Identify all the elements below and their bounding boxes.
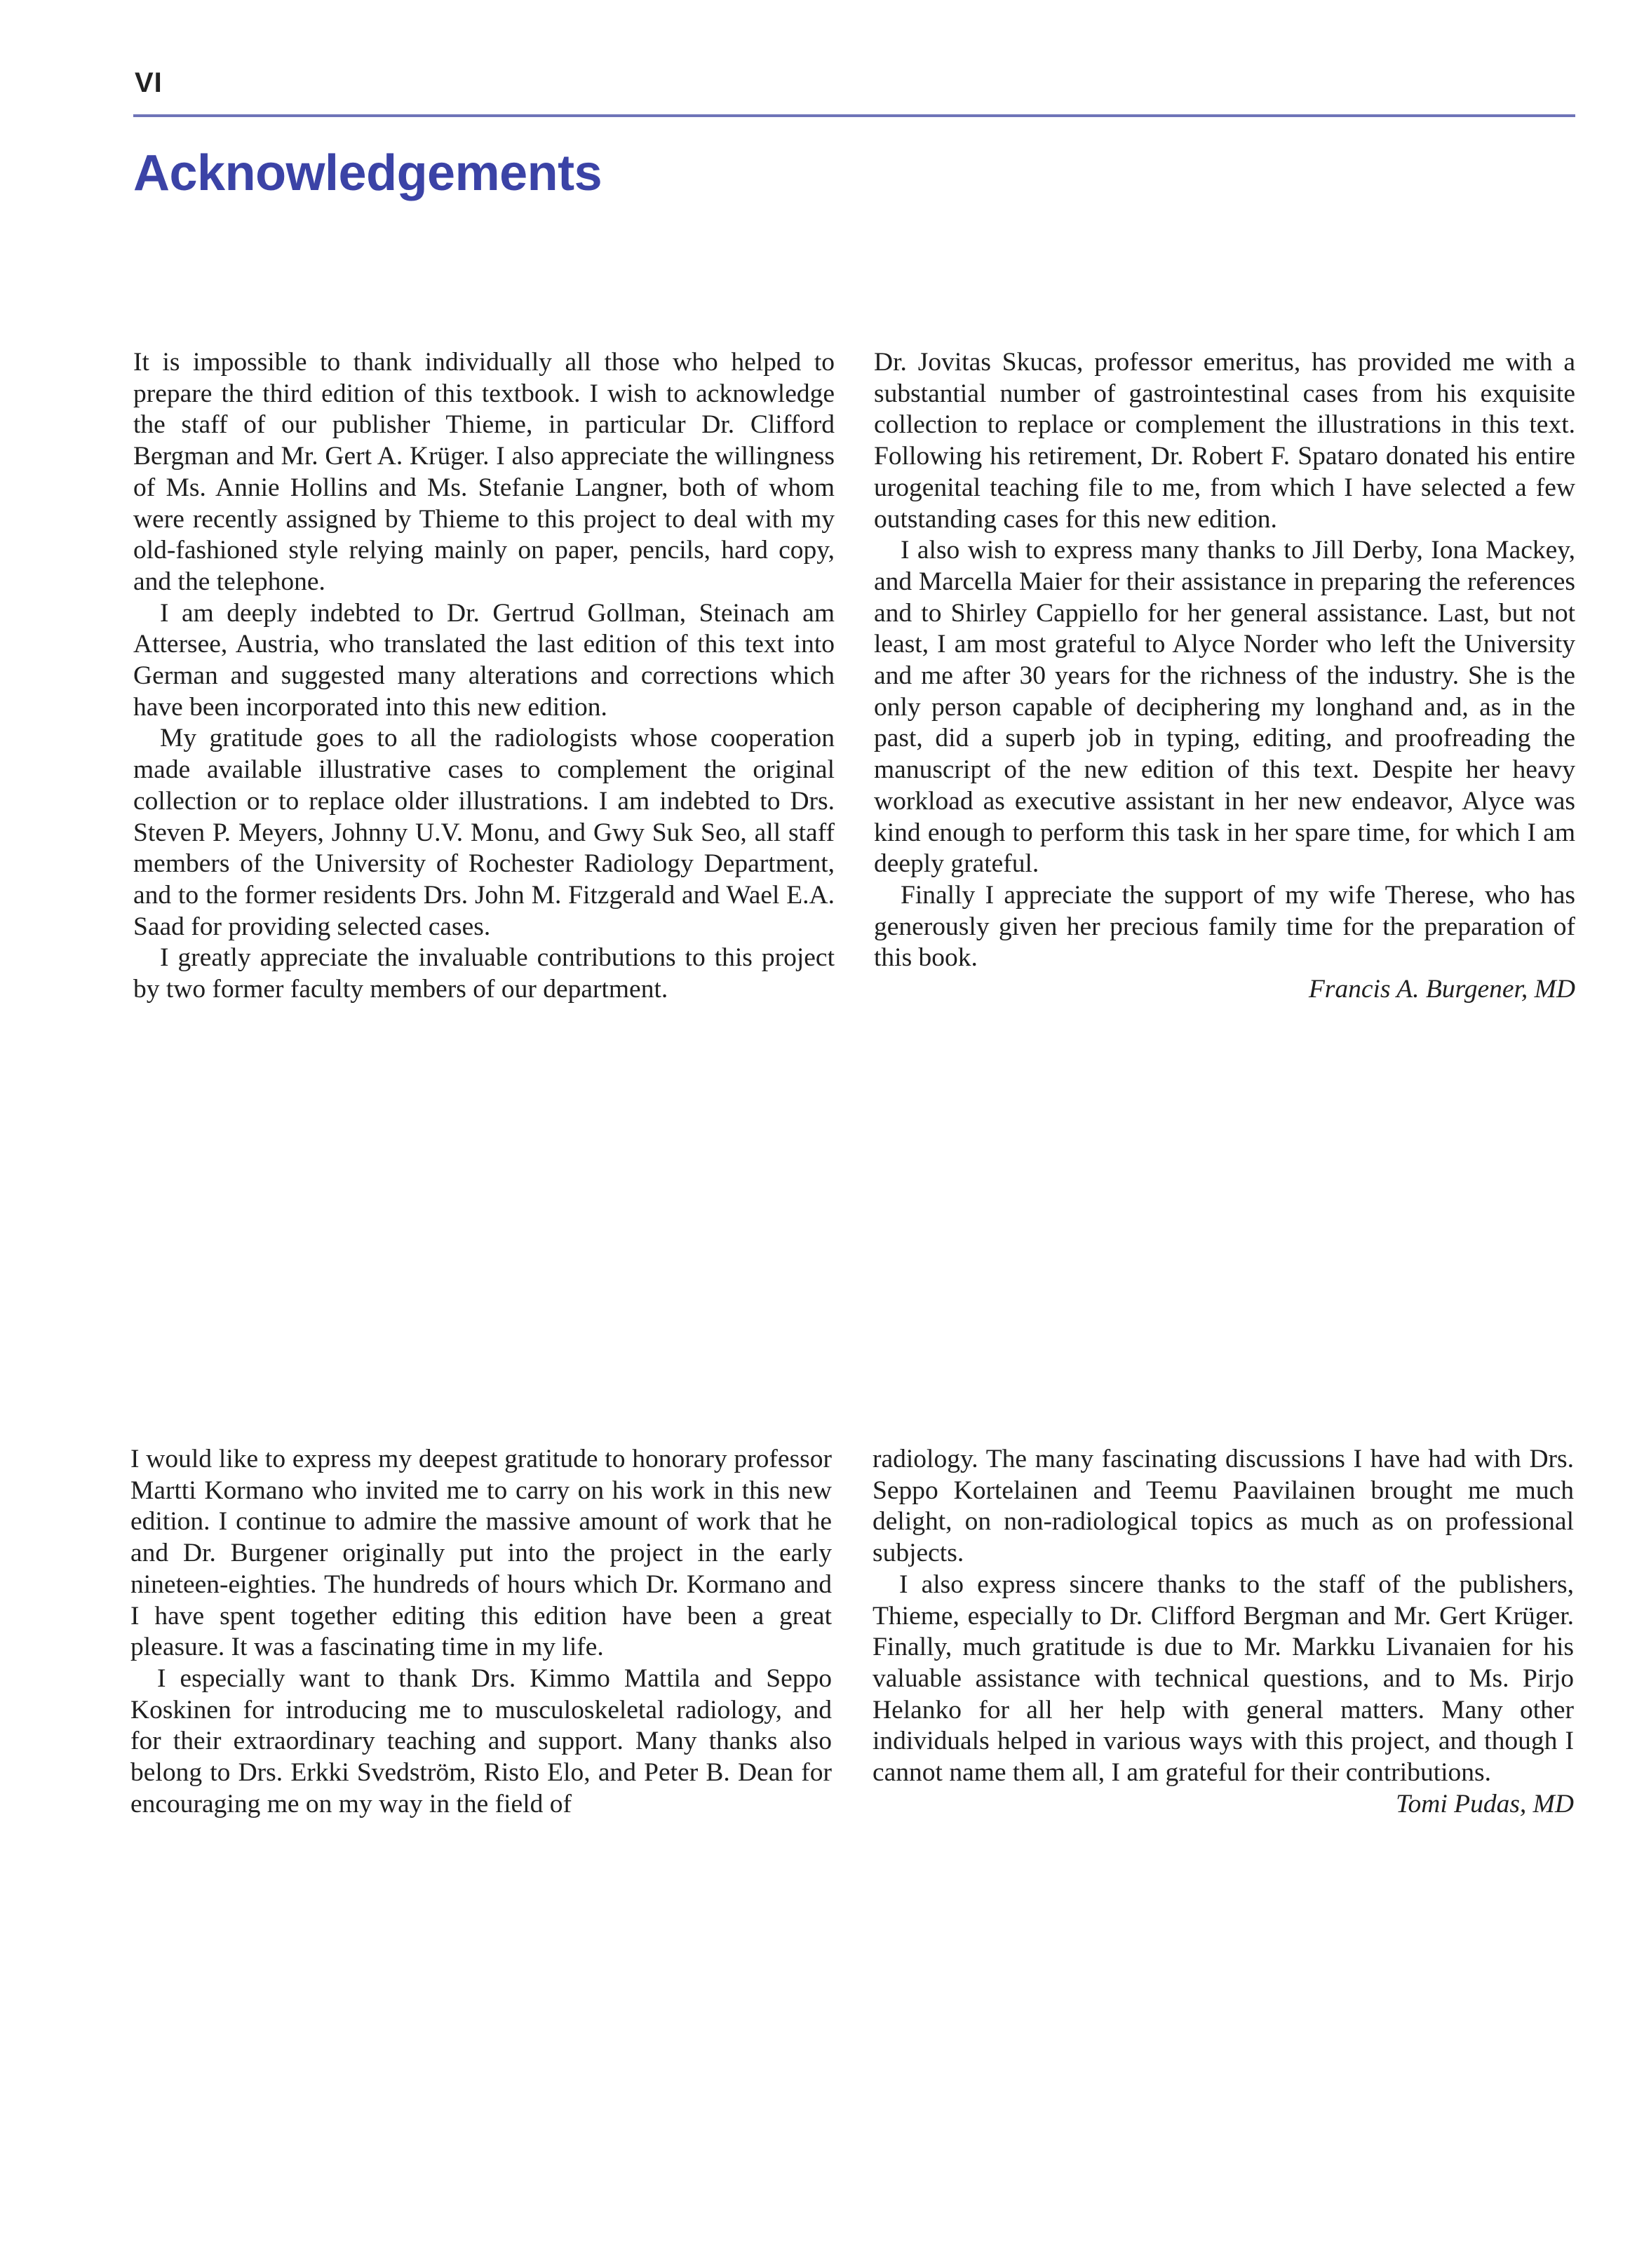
paragraph: Finally I appreciate the support of my wife Therese, who has generously given her precious family time for the preparation of this book. <box>874 880 1575 973</box>
paragraph: Dr. Jovitas Skucas, professor emeritus, has provided me with a substantial number of gastrointestinal cases from his exquisite collection to replace or complement the illustrations in this text. Following his retirement, Dr. Robert F. Spataro donated his entire urogenital teaching file to me, from which I have selected a few outstanding cases for this new edition. <box>874 348 1575 534</box>
signature: Tomi Pudas, MD <box>1396 1789 1574 1818</box>
section2-right-column <box>873 1444 1574 1820</box>
paragraph: I especially want to thank Drs. Kimmo Mattila and Seppo Koskinen for introducing me to musculoskeletal radiology, and for their extraordinary teaching and support. Many thanks also belong to Drs. Erkki Svedström, Risto Elo, and Peter B. Dean for encouraging me on my way in the field of <box>130 1663 832 1818</box>
page-title: Acknowledgements <box>133 145 602 201</box>
page-number: VI <box>135 67 163 98</box>
paragraph: It is impossible to thank individually all those who helped to prepare the third edition of this textbook. I wish to acknowledge the staff of our publisher Thieme, in particular Dr. Clifford Bergman and Mr. Gert A. Krüger. I also appreciate the willingness of Ms. Annie Hollins and Ms. Stefanie Langner, both of whom were recently assigned by Thieme to this project to deal with my old-fashioned style relying mainly on paper, pencils, hard copy, and the telephone. <box>133 348 835 596</box>
paragraph: I also express sincere thanks to the staff of the publishers, Thieme, especially to Dr. Clifford Bergman and Mr. Gert Krüger. Finally, much gratitude is due to Mr. Markku Livanaien for his valuable assistance with technical questions, and to Ms. Pirjo Helanko for all her help with general matters. Many other individuals helped in various ways with this project, and though I cannot name them all, I am grateful for their contributions. <box>873 1570 1574 1788</box>
paragraph: I also wish to express many thanks to Jill Derby, Iona Mackey, and Marcella Maier for their assistance in preparing the references and to Shirley Cappiello for her general assistance. Last, but not least, I am most grateful to Alyce Norder who left the University and me after 30 years for the richness of the industry. She is the only person capable of deciphering my longhand and, as in the past, did a superb job in typing, editing, and proofreading the manuscript of the new edition of this text. Despite her heavy workload as executive assistant in her new endeavor, Alyce was kind enough to perform this task in her spare time, for which I am deeply grateful. <box>874 536 1575 879</box>
section2-left-column <box>130 1444 832 1820</box>
paragraph: I greatly appreciate the invaluable contributions to this project by two former faculty members of our department. <box>133 943 835 1004</box>
signature: Francis A. Burgener, MD <box>1308 975 1575 1004</box>
paragraph: radiology. The many fascinating discussions I have had with Drs. Seppo Kortelainen and Teemu Paavilainen brought me much delight, on non-radiological topics as much as on professional subjects. <box>873 1445 1574 1568</box>
paragraph: I would like to express my deepest gratitude to honorary professor Martti Kormano who invited me to carry on his work in this new edition. I continue to admire the massive amount of work that he and Dr. Burgener originally put into the project in the early nineteen-eighties. The hundreds of hours which Dr. Kormano and I have spent together editing this edition have been a great pleasure. It was a fascinating time in my life. <box>130 1445 832 1662</box>
paragraph: I am deeply indebted to Dr. Gertrud Gollman, Steinach am Attersee, Austria, who translated the last edition of this text into German and suggested many alterations and corrections which have been incorporated into this new edition. <box>133 598 835 722</box>
header-rule <box>133 114 1575 117</box>
section1-left-column <box>133 347 835 1006</box>
paragraph: My gratitude goes to all the radiologists whose cooperation made available illustrative cases to complement the original collection or to replace older illustrations. I am indebted to Drs. Steven P. Meyers, Johnny U.V. Monu, and Gwy Suk Seo, all staff members of the University of Rochester Radiology Department, and to the former residents Drs. John M. Fitzgerald and Wael E.A. Saad for providing selected cases. <box>133 724 835 941</box>
section1-right-column <box>874 347 1575 1006</box>
